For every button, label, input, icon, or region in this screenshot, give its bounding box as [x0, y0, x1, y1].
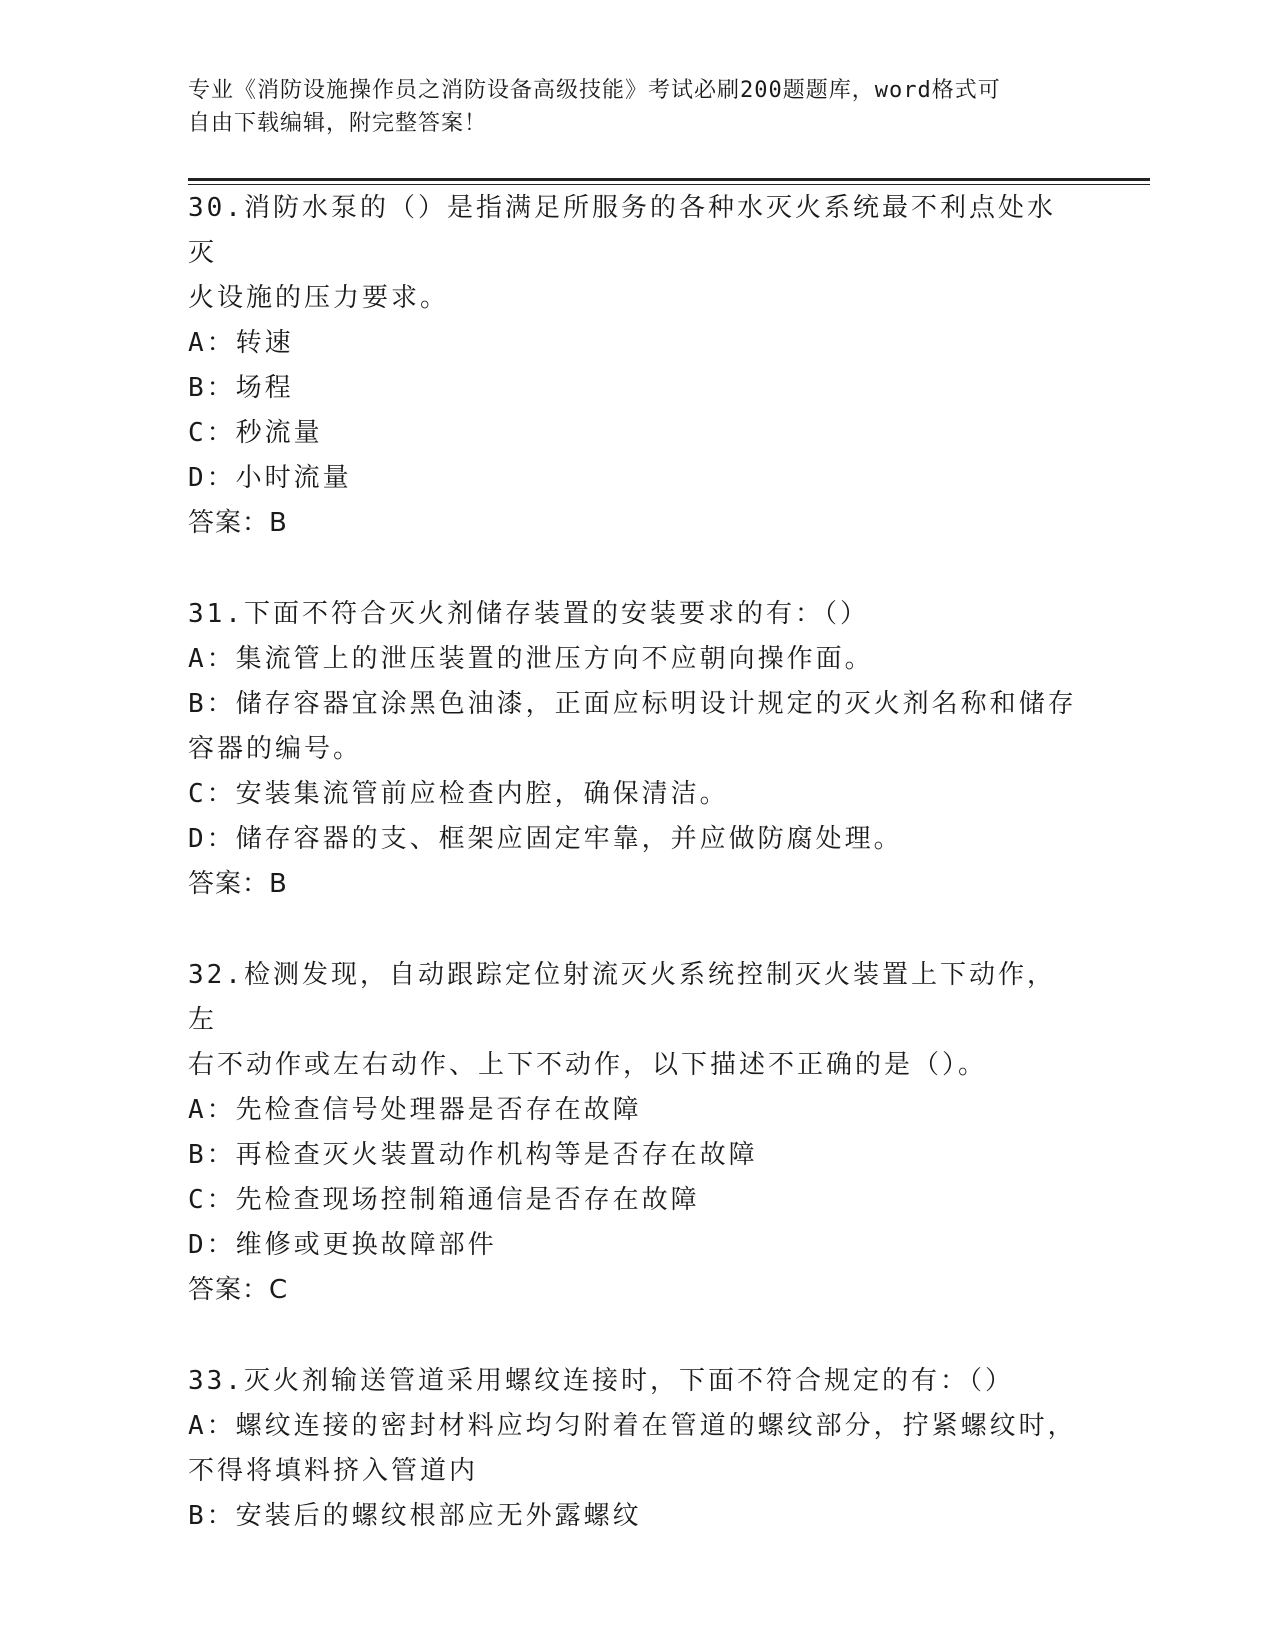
header-divider-thick	[188, 178, 1150, 181]
question-stem-line: 33.灭火剂输送管道采用螺纹连接时，下面不符合规定的有：（）	[188, 1366, 1014, 1396]
option-b: B：安装后的螺纹根部应无外露螺纹	[188, 1501, 642, 1531]
option-a: A：螺纹连接的密封材料应均匀附着在管道的螺纹部分，拧紧螺纹时，	[188, 1411, 1077, 1441]
question-stem-line: 火设施的压力要求。	[188, 283, 450, 313]
option-b: B：场程	[188, 373, 294, 403]
question-stem-line: 32.检测发现，自动跟踪定位射流灭火系统控制灭火装置上下动作，左	[188, 960, 1056, 1035]
question-stem-line: 30.消防水泵的（）是指满足所服务的各种水灭火系统最不利点处水灭	[188, 193, 1056, 268]
answer-line: 答案：C	[188, 1275, 289, 1305]
question-32	[188, 953, 1078, 1313]
option-d: D：维修或更换故障部件	[188, 1230, 497, 1260]
option-a: A：转速	[188, 328, 294, 358]
option-c: C：先检查现场控制箱通信是否存在故障	[188, 1185, 700, 1215]
header-divider-thin	[188, 184, 1150, 185]
question-31	[188, 592, 1078, 907]
option-a: A：先检查信号处理器是否存在故障	[188, 1095, 642, 1125]
document-header	[188, 74, 1068, 140]
option-a: A：集流管上的泄压装置的泄压方向不应朝向操作面。	[188, 644, 874, 674]
question-spacer	[188, 546, 1078, 592]
header-line-1: 专业《消防设施操作员之消防设备高级技能》考试必刷200题题库，word格式可	[188, 78, 1001, 103]
answer-line: 答案：B	[188, 869, 288, 899]
question-stem-line: 31.下面不符合灭火剂储存装置的安装要求的有：（）	[188, 599, 869, 629]
question-30	[188, 186, 1078, 546]
question-spacer	[188, 907, 1078, 953]
option-d: D：小时流量	[188, 463, 352, 493]
answer-line: 答案：B	[188, 508, 288, 538]
option-a-continued: 不得将填料挤入管道内	[188, 1456, 479, 1486]
option-b: B：储存容器宜涂黑色油漆，正面应标明设计规定的灭火剂名称和储存	[188, 689, 1077, 719]
option-c: C：秒流量	[188, 418, 323, 448]
option-b: B：再检查灭火装置动作机构等是否存在故障	[188, 1140, 758, 1170]
option-c: C：安装集流管前应检查内腔，确保清洁。	[188, 779, 729, 809]
question-spacer	[188, 1313, 1078, 1359]
option-d: D：储存容器的支、框架应固定牢靠，并应做防腐处理。	[188, 824, 903, 854]
question-list	[188, 186, 1078, 1539]
question-33	[188, 1359, 1078, 1539]
option-b-continued: 容器的编号。	[188, 734, 363, 764]
question-stem-line: 右不动作或左右动作、上下不动作，以下描述不正确的是（）。	[188, 1050, 988, 1080]
header-line-2: 自由下载编辑，附完整答案！	[188, 111, 488, 136]
